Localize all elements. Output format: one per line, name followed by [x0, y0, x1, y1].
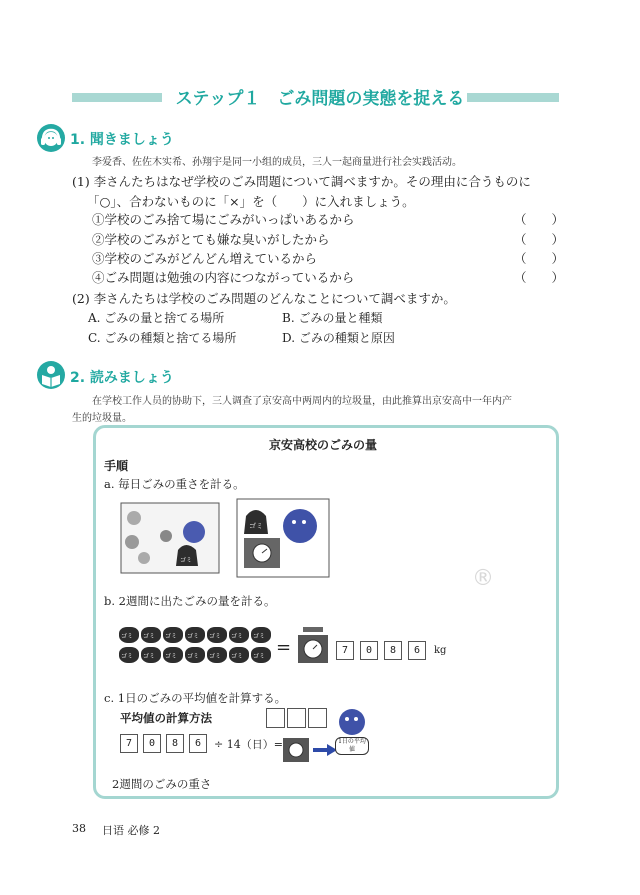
garbage-label: ゴミ — [180, 557, 193, 564]
arrow-right-icon — [313, 744, 337, 756]
garbage-bag: ゴミ — [251, 647, 271, 663]
answer-box-2[interactable]: （ ） — [514, 232, 565, 247]
answer-blank[interactable] — [308, 708, 327, 728]
section-1-intro: 李爱香、佐佐木实希、孙翔宇是同一小组的成员，三人一起商量进行社会实践活动。 — [92, 157, 462, 168]
question-1-line-1: (1) 李さんたちはなぜ学校のごみ問題について調べますか。その理由に合うものに — [72, 174, 531, 189]
book-reading-icon — [37, 361, 65, 389]
scale-icon-small — [281, 732, 311, 764]
calc-method-label: 平均値の計算方法 — [120, 711, 212, 725]
choice-d[interactable]: D. ごみの種類と原因 — [282, 331, 395, 345]
answer-blank[interactable] — [266, 708, 285, 728]
garbage-bag: ゴミ — [229, 627, 249, 643]
divide-expression: ÷ 14（日）= — [214, 738, 283, 751]
page-number: 38 — [72, 822, 86, 835]
garbage-bag: ゴミ — [141, 627, 161, 643]
garbage-bag: ゴミ — [251, 627, 271, 643]
garbage-bag: ゴミ — [207, 627, 227, 643]
option-2: ②学校のごみがとても嫌な臭いがしたから — [92, 232, 330, 247]
average-tag: 1日の平均値 — [335, 737, 369, 755]
garbage-bag: ゴミ — [207, 647, 227, 663]
weight-digit: 0 — [360, 641, 378, 660]
garbage-bag: ゴミ — [163, 627, 183, 643]
step-c: c. 1日のごみの平均値を計算する。 — [104, 691, 287, 705]
equals-sign: = — [276, 637, 292, 658]
weight-digit: 6 — [408, 641, 426, 660]
choice-b[interactable]: B. ごみの量と種類 — [282, 311, 383, 325]
garbage-bag: ゴミ — [119, 647, 139, 663]
watermark-mark: ® — [472, 566, 494, 591]
header-bar-left — [72, 93, 162, 102]
bottom-note: 2週間のごみの重さ — [112, 777, 212, 791]
section-2-intro-line-1: 在学校工作人员的协助下，三人调查了京安高中两周内的垃圾量，由此推算出京安高中一年内产 — [92, 396, 512, 407]
calc-digit: 7 — [120, 734, 138, 753]
calc-digit: 0 — [143, 734, 161, 753]
answer-box-3[interactable]: （ ） — [514, 251, 565, 266]
garbage-bag: ゴミ — [163, 647, 183, 663]
weighing-illustration — [236, 498, 330, 578]
answer-box-1[interactable]: （ ） — [514, 212, 565, 227]
choice-a[interactable]: A. ごみの量と捨てる場所 — [88, 311, 225, 325]
garbage-bag: ゴミ — [185, 647, 205, 663]
procedure-label: 手順 — [104, 459, 129, 473]
weight-digit: 8 — [384, 641, 402, 660]
weight-unit: kg — [434, 645, 447, 656]
book-title: 日语 必修 2 — [102, 824, 160, 837]
page-title: ステップ１ ごみ問題の実態を捉える — [175, 89, 465, 109]
box-title: 京安高校のごみの量 — [268, 438, 377, 452]
step-b: b. 2週間に出たごみの量を計る。 — [104, 594, 276, 608]
garbage-bag: ゴミ — [229, 647, 249, 663]
option-4: ④ごみ問題は勉強の内容につながっているから — [92, 270, 355, 285]
mascot-icon — [334, 708, 370, 736]
option-1: ①学校のごみ捨て場にごみがいっぱいあるから — [92, 212, 355, 227]
section-2-intro-line-2: 生的垃圾量。 — [72, 413, 132, 424]
answer-box-4[interactable]: （ ） — [514, 270, 565, 285]
section-1-title: 1. 聞きましょう — [70, 132, 174, 148]
calc-digit: 6 — [189, 734, 207, 753]
section-2-title: 2. 読みましょう — [70, 370, 174, 386]
garbage-bag: ゴミ — [141, 647, 161, 663]
garbage-area-illustration — [120, 502, 220, 574]
garbage-bag: ゴミ — [185, 627, 205, 643]
option-3: ③学校のごみがどんどん増えているから — [92, 251, 318, 266]
garbage-label-2: ゴミ — [249, 522, 263, 530]
garbage-bag: ゴミ — [119, 627, 139, 643]
headphones-icon — [37, 124, 65, 152]
scale-icon — [295, 625, 331, 665]
header-bar-right — [467, 93, 559, 102]
choice-c[interactable]: C. ごみの種類と捨てる場所 — [88, 331, 237, 345]
step-a: a. 毎日ごみの重さを計る。 — [104, 477, 245, 491]
answer-blank[interactable] — [287, 708, 306, 728]
calc-digit: 8 — [166, 734, 184, 753]
question-2: (2) 李さんたちは学校のごみ問題のどんなことについて調べますか。 — [72, 291, 456, 306]
weight-digit: 7 — [336, 641, 354, 660]
question-1-line-2: 「○」、合わないものに「×」を（ ）に入れましょう。 — [87, 194, 415, 209]
